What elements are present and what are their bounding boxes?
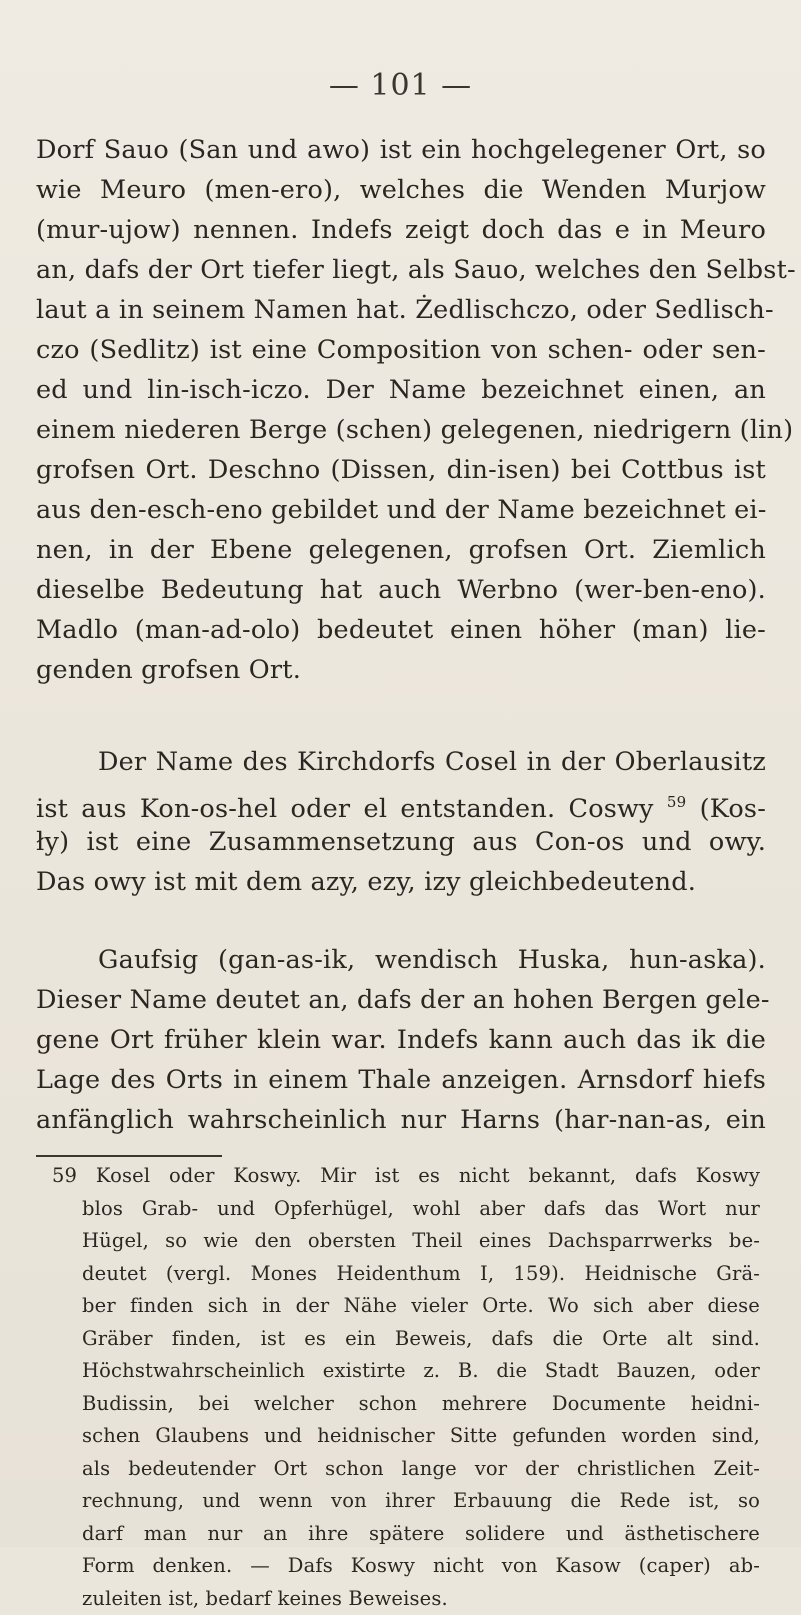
footnote-line: darf man nur an ihre spätere solidere und ästhetischere bbox=[52, 1518, 760, 1551]
text-line: wie Meuro (men-ero), welches die Wenden Murjow bbox=[36, 170, 766, 210]
footnote-line: Hügel, so wie den obersten Theil eines Dachsparrwerks be- bbox=[52, 1225, 760, 1258]
text-line: (mur-ujow) nennen. Indefs zeigt doch das e in Meuro bbox=[36, 210, 766, 250]
footnote-line: blos Grab- und Opferhügel, wohl aber dafs das Wort nur bbox=[52, 1193, 760, 1226]
text-line: Das owy ist mit dem azy, ezy, izy gleichbedeutend. bbox=[36, 862, 766, 902]
text-line: grofsen Ort. Deschno (Dissen, din-isen) bei Cottbus ist bbox=[36, 450, 766, 490]
text-line: nen, in der Ebene gelegenen, grofsen Ort. Ziemlich bbox=[36, 530, 766, 570]
footnote-reference: 59 bbox=[667, 793, 687, 811]
paragraph-1 bbox=[36, 130, 766, 690]
text-segment: ist aus Kon-os-hel oder el entstanden. Coswy bbox=[36, 794, 654, 824]
text-segment: (Kos- bbox=[700, 794, 766, 824]
text-line: laut a in seinem Namen hat. Żedlischczo, oder Sedlisch- bbox=[36, 290, 766, 330]
text-line: Der Name des Kirchdorfs Cosel in der Oberlausitz bbox=[36, 742, 766, 782]
text-line: Gaufsig (gan-as-ik, wendisch Huska, hun-aska). bbox=[36, 940, 766, 980]
footnote-rule bbox=[36, 1155, 222, 1157]
footnote-line: ber finden sich in der Nähe vieler Orte. Wo sich aber diese bbox=[52, 1290, 760, 1323]
text-line: aus den-esch-eno gebildet und der Name bezeichnet ei- bbox=[36, 490, 766, 530]
text-line: dieselbe Bedeutung hat auch Werbno (wer-ben-eno). bbox=[36, 570, 766, 610]
text-line: Lage des Orts in einem Thale anzeigen. Arnsdorf hiefs bbox=[36, 1060, 766, 1100]
footnote-line: zuleiten ist, bedarf keines Beweises. bbox=[52, 1583, 760, 1615]
text-line: gene Ort früher klein war. Indefs kann auch das ik die bbox=[36, 1020, 766, 1060]
text-line: Madlo (man-ad-olo) bedeutet einen höher (man) lie- bbox=[36, 610, 766, 650]
text-line: an, dafs der Ort tiefer liegt, als Sauo, welches den Selbst- bbox=[36, 250, 766, 290]
text-line: genden grofsen Ort. bbox=[36, 650, 766, 690]
text-line: ed und lin-isch-iczo. Der Name bezeichnet einen, an bbox=[36, 370, 766, 410]
footnote-number: 59 bbox=[52, 1164, 77, 1187]
footnote-line: als bedeutender Ort schon lange vor der christlichen Zeit- bbox=[52, 1453, 760, 1486]
footnote-line: Form denken. — Dafs Koswy nicht von Kasow (caper) ab- bbox=[52, 1550, 760, 1583]
text-line: ły) ist eine Zusammensetzung aus Con-os und owy. bbox=[36, 822, 766, 862]
paragraph-2 bbox=[36, 742, 766, 902]
footnote-line: Höchstwahrscheinlich existirte z. B. die Stadt Bauzen, oder bbox=[52, 1355, 760, 1388]
footnote-line: Gräber finden, ist es ein Beweis, dafs die Orte alt sind. bbox=[52, 1323, 760, 1356]
footnote-line: Budissin, bei welcher schon mehrere Documente heidni- bbox=[52, 1388, 760, 1421]
footnote-line: rechnung, und wenn von ihrer Erbauung die Rede ist, so bbox=[52, 1485, 760, 1518]
text-line: einem niederen Berge (schen) gelegenen, niedrigern (lin) bbox=[36, 410, 766, 450]
text-segment: Kosel oder Koswy. Mir ist es nicht bekannt, dafs Koswy bbox=[96, 1164, 760, 1187]
text-line: czo (Sedlitz) ist eine Composition von schen- oder sen- bbox=[36, 330, 766, 370]
text-line: anfänglich wahrscheinlich nur Harns (har-nan-as, ein bbox=[36, 1100, 766, 1140]
footnote-line: deutet (vergl. Mones Heidenthum I, 159). Heidnische Grä- bbox=[52, 1258, 760, 1291]
paragraph-3 bbox=[36, 940, 766, 1140]
text-line-with-note bbox=[36, 782, 766, 822]
footnote-line bbox=[52, 1160, 760, 1193]
footnote-line: schen Glaubens und heidnischer Sitte gefunden worden sind, bbox=[52, 1420, 760, 1453]
page-number: — 101 — bbox=[0, 68, 801, 103]
text-line: Dorf Sauo (San und awo) ist ein hochgelegener Ort, so bbox=[36, 130, 766, 170]
text-line: Dieser Name deutet an, dafs der an hohen Bergen gele- bbox=[36, 980, 766, 1020]
